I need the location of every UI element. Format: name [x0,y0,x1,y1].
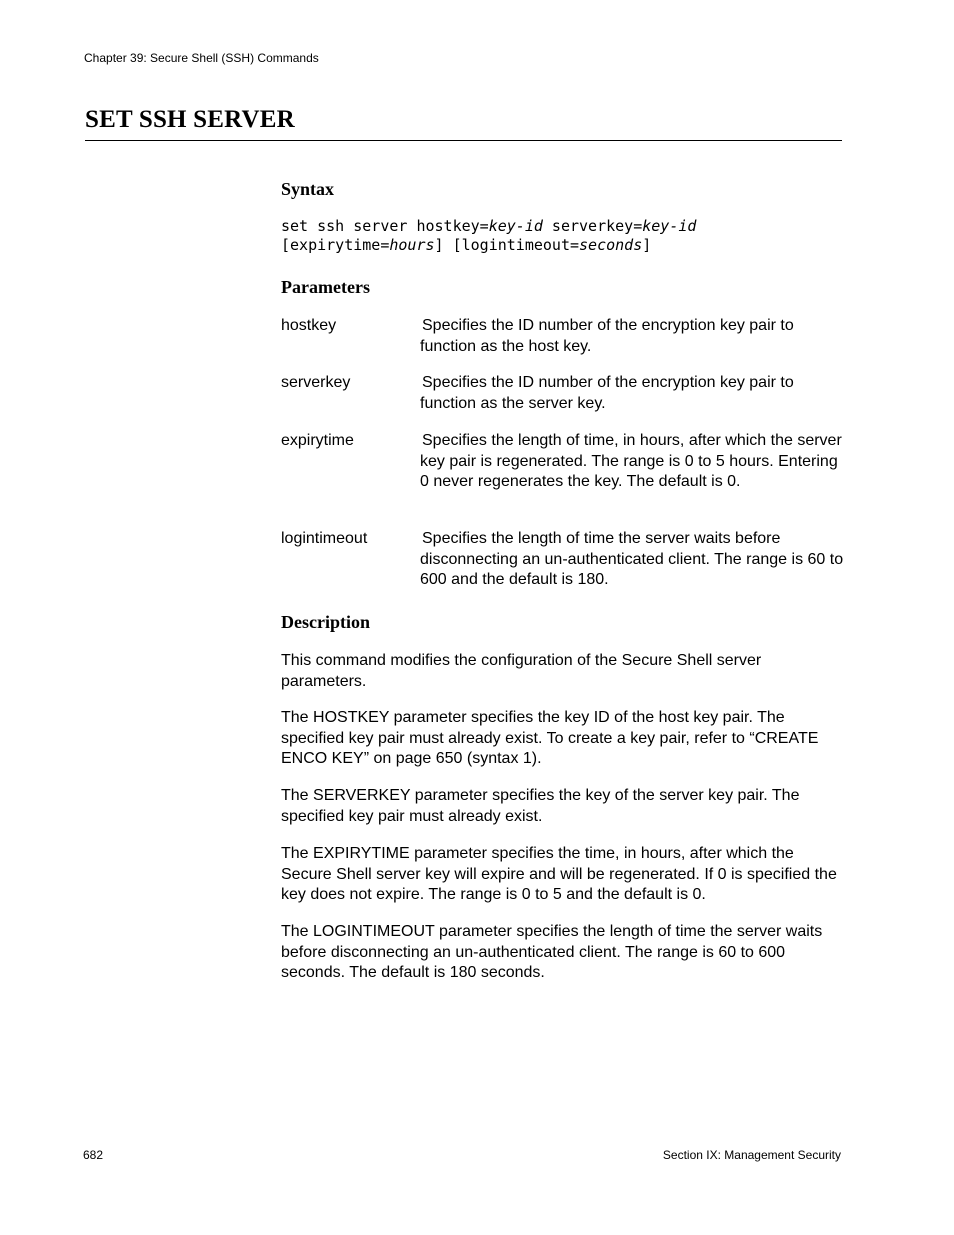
param-desc-expirytime: Specifies the length of time, in hours, after which the server key pair is regenerated. The range is 0 to 5 hours. Entering 0 never regenerates the key. The default is 0. [420,432,842,490]
running-header: Chapter 39: Secure Shell (SSH) Commands [84,51,319,65]
syntax-heading: Syntax [281,179,335,199]
page-title: SET SSH SERVER [85,106,295,133]
param-desc-serverkey: Specifies the ID number of the encryption key pair to function as the server key. [420,374,794,412]
syntax-text: serverkey= [542,217,643,235]
syntax-variable: key-id [642,217,697,235]
description-paragraph-3: The SERVERKEY parameter specifies the key of the server key pair. The specified key pair must already exist. [281,787,800,825]
param-name-logintimeout: logintimeout [281,530,368,547]
syntax-line-1 [281,217,696,236]
description-paragraph-2: The HOSTKEY parameter specifies the key ID of the host key pair. The specified key pair must already exist. To create a key pair, refer to “CREATE ENCO KEY” on page 650 (syntax 1). [281,709,819,767]
syntax-text: set ssh server hostkey= [281,217,489,235]
parameters-heading: Parameters [281,277,370,297]
description-paragraph-1: This command modifies the configuration of the Secure Shell server parameters. [281,652,762,690]
running-footer-section: Section IX: Management Security [662,1148,841,1162]
syntax-line-2 [281,236,651,255]
description-paragraph-4: The EXPIRYTIME parameter specifies the time, in hours, after which the Secure Shell server key will expire and will be regenerated. If 0 is specified the key does not expire. The range is 0 to 5 and the default is 0. [281,845,837,903]
param-desc-logintimeout: Specifies the length of time the server waits before disconnecting an un-authenticated client. The range is 60 to 600 and the default is 180. [420,530,844,588]
syntax-variable: hours [389,236,435,254]
title-rule [85,140,842,141]
syntax-text: ] [logintimeout= [434,236,580,254]
param-name-expirytime: expirytime [281,432,354,449]
page-number: 682 [83,1148,104,1162]
description-paragraph-5: The LOGINTIMEOUT parameter specifies the length of time the server waits before disconnecting an un-authenticated client. The range is 60 to 600 seconds. The default is 180 seconds. [281,923,823,981]
param-name-hostkey: hostkey [281,317,337,334]
syntax-text: [expirytime= [281,236,390,254]
param-desc-hostkey: Specifies the ID number of the encryption key pair to function as the host key. [420,317,794,355]
syntax-variable: key-id [488,217,543,235]
param-name-serverkey: serverkey [281,374,351,391]
description-heading: Description [281,612,370,632]
syntax-variable: seconds [579,236,643,254]
syntax-text: ] [642,236,652,254]
